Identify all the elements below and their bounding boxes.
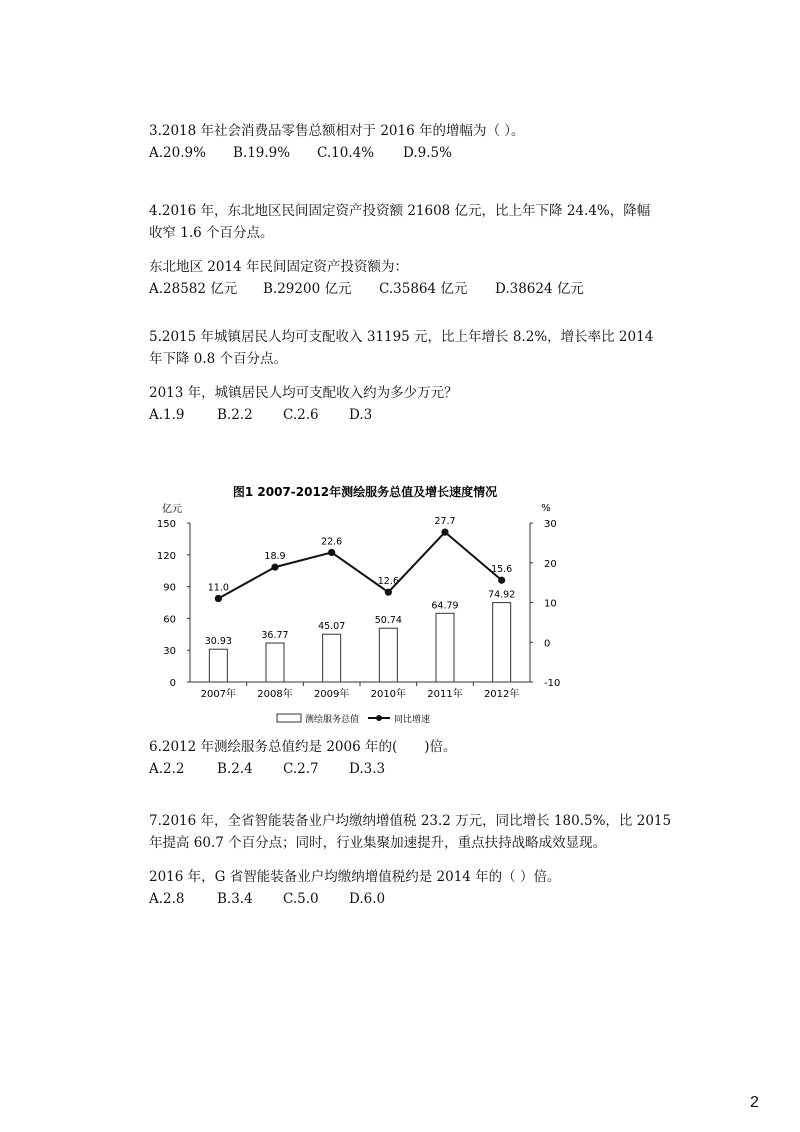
growth-label: 11.0 xyxy=(207,582,229,594)
right-tick-label: 0 xyxy=(544,638,551,650)
growth-point xyxy=(441,529,448,536)
bar xyxy=(493,603,511,682)
x-tick-label: 2007年 xyxy=(200,689,237,700)
left-tick-label: 120 xyxy=(156,550,176,562)
options-row xyxy=(149,142,525,164)
bar-label: 50.74 xyxy=(374,615,402,627)
left-tick-label: 0 xyxy=(169,678,176,689)
legend-bar-swatch xyxy=(277,714,301,722)
growth-label: 22.6 xyxy=(321,536,343,548)
question-4 xyxy=(149,200,650,300)
question-text: 4.2016 年，东北地区民间固定资产投资额 21608 亿元，比上年下降 24.4%，降幅 xyxy=(149,203,651,219)
x-tick-label: 2011年 xyxy=(427,689,463,700)
option-d: D.3.3 xyxy=(349,761,386,777)
question-text: 7.2016 年，全省智能装备业户均缴纳增值税 23.2 万元，同比增长 180.5%，比 2015 xyxy=(149,813,672,829)
bar xyxy=(209,649,227,682)
option-d: D.38624 亿元 xyxy=(495,281,584,297)
right-tick-label: -10 xyxy=(544,678,561,689)
question-ask: 2013 年，城镇居民人均可支配收入约为多少万元？ xyxy=(149,385,458,401)
growth-line xyxy=(218,532,501,598)
x-tick-label: 2010年 xyxy=(370,689,407,700)
question-ask: 2016 年，G 省智能装备业户均缴纳增值税约是 2014 年的（ ）倍。 xyxy=(149,869,561,885)
question-7 xyxy=(149,810,671,910)
bar xyxy=(379,628,397,682)
bar xyxy=(266,643,284,682)
question-text: 3.2018 年社会消费品零售总额相对于 2016 年的增幅为（ ）。 xyxy=(149,123,525,139)
option-b: B.2.2 xyxy=(217,407,253,423)
bar-label: 64.79 xyxy=(431,600,459,612)
legend-line-marker xyxy=(376,715,382,721)
question-text: 收窄 1.6 个百分点。 xyxy=(149,225,274,241)
question-6 xyxy=(149,736,457,780)
bar-label: 74.92 xyxy=(488,589,516,601)
options-row xyxy=(149,758,457,780)
growth-label: 12.6 xyxy=(377,576,399,588)
growth-label: 15.6 xyxy=(491,564,513,576)
legend-line-label: 同比增速 xyxy=(394,715,431,725)
question-text: 5.2015 年城镇居民人均可支配收入 31195 元，比上年增长 8.2%，增长率比 2014 xyxy=(149,329,654,345)
option-b: B.29200 亿元 xyxy=(263,281,352,297)
question-3 xyxy=(149,120,525,164)
question-text: 6.2012 年测绘服务总值约是 2006 年的( )倍。 xyxy=(149,739,457,755)
question-ask: 东北地区 2014 年民间固定资产投资额为： xyxy=(149,259,408,275)
chart-title: 图1 2007-2012年测绘服务总值及增长速度情况 xyxy=(232,485,498,499)
page-number: 2 xyxy=(750,1094,759,1111)
legend-bar-label: 测绘服务总值 xyxy=(305,715,360,725)
options-row xyxy=(149,888,671,910)
growth-point xyxy=(328,549,335,556)
right-tick-label: 20 xyxy=(544,558,557,570)
question-text: 年提高 60.7 个百分点；同时，行业集聚加速提升，重点扶持战略成效显现。 xyxy=(149,835,607,851)
option-c: C.2.7 xyxy=(283,761,319,777)
left-axis-unit: 亿元 xyxy=(162,504,182,515)
chart-svg xyxy=(150,478,580,728)
growth-point xyxy=(498,577,505,584)
x-tick-label: 2009年 xyxy=(313,689,350,700)
option-c: C.35864 亿元 xyxy=(379,281,468,297)
bar-label: 36.77 xyxy=(261,630,289,642)
right-tick-label: 30 xyxy=(544,519,557,530)
left-tick-label: 90 xyxy=(163,582,176,594)
growth-point xyxy=(385,589,392,596)
growth-label: 18.9 xyxy=(264,551,286,563)
option-b: B.19.9% xyxy=(233,145,291,161)
options-row xyxy=(149,278,650,300)
growth-point xyxy=(271,564,278,571)
right-tick-label: 10 xyxy=(544,598,557,610)
x-tick-label: 2012年 xyxy=(483,689,520,700)
option-b: B.3.4 xyxy=(217,891,253,907)
option-d: D.6.0 xyxy=(349,891,386,907)
options-row xyxy=(149,404,653,426)
option-b: B.2.4 xyxy=(217,761,253,777)
question-text: 年下降 0.8 个百分点。 xyxy=(149,351,288,367)
left-tick-label: 60 xyxy=(163,614,176,626)
right-axis-unit: % xyxy=(541,503,551,514)
growth-label: 27.7 xyxy=(434,516,456,528)
option-d: D.3 xyxy=(349,407,373,423)
x-tick-label: 2008年 xyxy=(257,689,293,700)
option-a: A.28582 亿元 xyxy=(149,281,238,297)
option-c: C.10.4% xyxy=(317,145,375,161)
bar-label: 45.07 xyxy=(318,621,346,633)
bar xyxy=(436,613,454,682)
question-5 xyxy=(149,326,653,426)
growth-point xyxy=(215,595,222,602)
option-a: A.20.9% xyxy=(149,145,206,161)
bar-label: 30.93 xyxy=(204,636,232,648)
option-a: A.2.8 xyxy=(149,891,185,907)
chart xyxy=(150,478,580,728)
option-c: C.2.6 xyxy=(283,407,319,423)
option-a: A.1.9 xyxy=(149,407,185,423)
option-c: C.5.0 xyxy=(283,891,319,907)
option-d: D.9.5% xyxy=(403,145,452,161)
left-tick-label: 30 xyxy=(163,646,176,658)
option-a: A.2.2 xyxy=(149,761,185,777)
bar xyxy=(323,634,341,682)
left-tick-label: 150 xyxy=(156,519,176,530)
